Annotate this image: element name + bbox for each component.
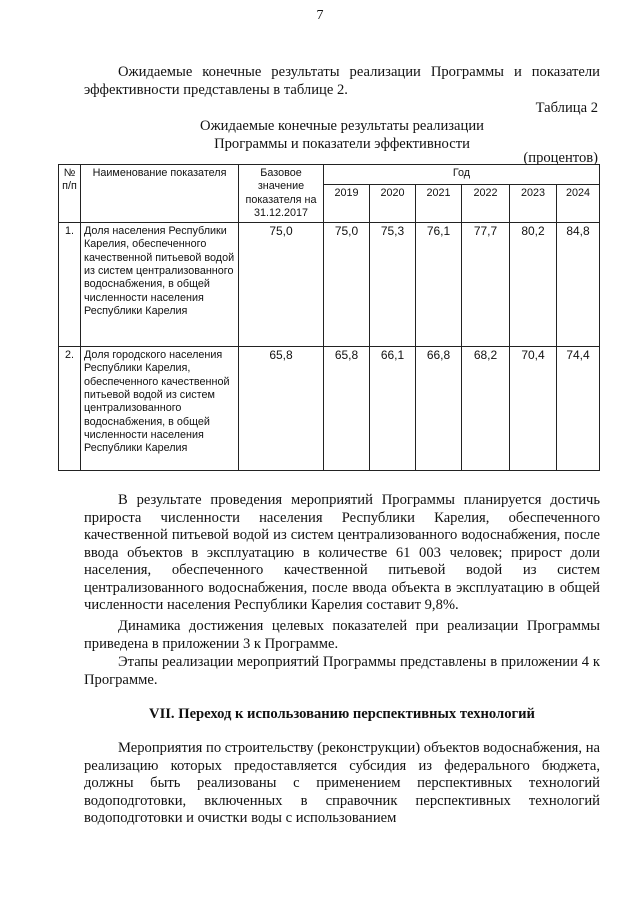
table-header-row xyxy=(59,165,600,185)
header-year: 2024 xyxy=(557,185,600,223)
paragraph-technologies: Мероприятия по строительству (реконструкции) объектов водоснабжения, на реализацию которых предоставляется субсидия из федерального бюджета, должны быть реализованы с применением перспективных технологий водоподготовки, включенных в справочник перспективных технологий водоподготовки и очистки воды с использованием xyxy=(84,740,600,826)
row-value: 70,4 xyxy=(510,347,557,471)
row-value: 77,7 xyxy=(462,223,510,347)
page-number: 7 xyxy=(316,8,324,23)
intro-paragraph: Ожидаемые конечные результаты реализации Программы и показатели эффективности представлены в таблице 2. xyxy=(84,64,600,98)
row-value: 66,8 xyxy=(416,347,462,471)
row-value: 68,2 xyxy=(462,347,510,471)
units-label: (процентов) xyxy=(523,150,598,166)
row-name: Доля городского населения Республики Карелия, обеспеченного качественной питьевой водой из систем централизованного водоснабжения, в общей численности населения Республики Карелия xyxy=(81,347,239,471)
results-table xyxy=(58,164,600,471)
header-year: 2020 xyxy=(370,185,416,223)
header-num: № п/п xyxy=(59,165,81,223)
row-base: 75,0 xyxy=(239,223,324,347)
table-row xyxy=(59,347,600,471)
row-value: 66,1 xyxy=(370,347,416,471)
row-value: 74,4 xyxy=(557,347,600,471)
row-value: 84,8 xyxy=(557,223,600,347)
table-title-line1: Ожидаемые конечные результаты реализации xyxy=(200,118,484,134)
table-row xyxy=(59,223,600,347)
header-year: 2023 xyxy=(510,185,557,223)
header-year-group: Год xyxy=(324,165,600,185)
table-title-line2: Программы и показатели эффективности xyxy=(214,136,470,152)
row-base: 65,8 xyxy=(239,347,324,471)
row-value: 76,1 xyxy=(416,223,462,347)
section-heading: VII. Переход к использованию перспективных технологий xyxy=(149,706,535,722)
row-num: 1. xyxy=(59,223,81,347)
paragraph-dynamics: Динамика достижения целевых показателей при реализации Программы приведена в приложении 3 к Программе. xyxy=(84,618,600,652)
row-value: 80,2 xyxy=(510,223,557,347)
header-year: 2022 xyxy=(462,185,510,223)
row-value: 65,8 xyxy=(324,347,370,471)
paragraph-stages: Этапы реализации мероприятий Программы представлены в приложении 4 к Программе. xyxy=(84,654,600,688)
header-base: Базовое значение показателя на 31.12.2017 xyxy=(239,165,324,223)
header-name: Наименование показателя xyxy=(81,165,239,223)
header-year: 2021 xyxy=(416,185,462,223)
row-value: 75,3 xyxy=(370,223,416,347)
row-value: 75,0 xyxy=(324,223,370,347)
row-num: 2. xyxy=(59,347,81,471)
paragraph-results: В результате проведения мероприятий Программы планируется достичь прироста численности населения Республики Карелия, обеспеченного качественной питьевой водой из систем централизованного водоснабжения, после ввода объектов в эксплуатацию в количестве 61 003 человек; прирост доли населения, обеспеченного качественной питьевой водой из систем централизованного водоснабжения, после ввода объекта в эксплуатацию в общей численности населения Республики Карелия составит 9,8%. xyxy=(84,492,600,613)
header-year: 2019 xyxy=(324,185,370,223)
row-name: Доля населения Республики Карелия, обеспеченного качественной питьевой водой из систем централизованного водоснабжения, в общей численности населения Республики Карелия xyxy=(81,223,239,347)
table-label: Таблица 2 xyxy=(535,100,598,116)
